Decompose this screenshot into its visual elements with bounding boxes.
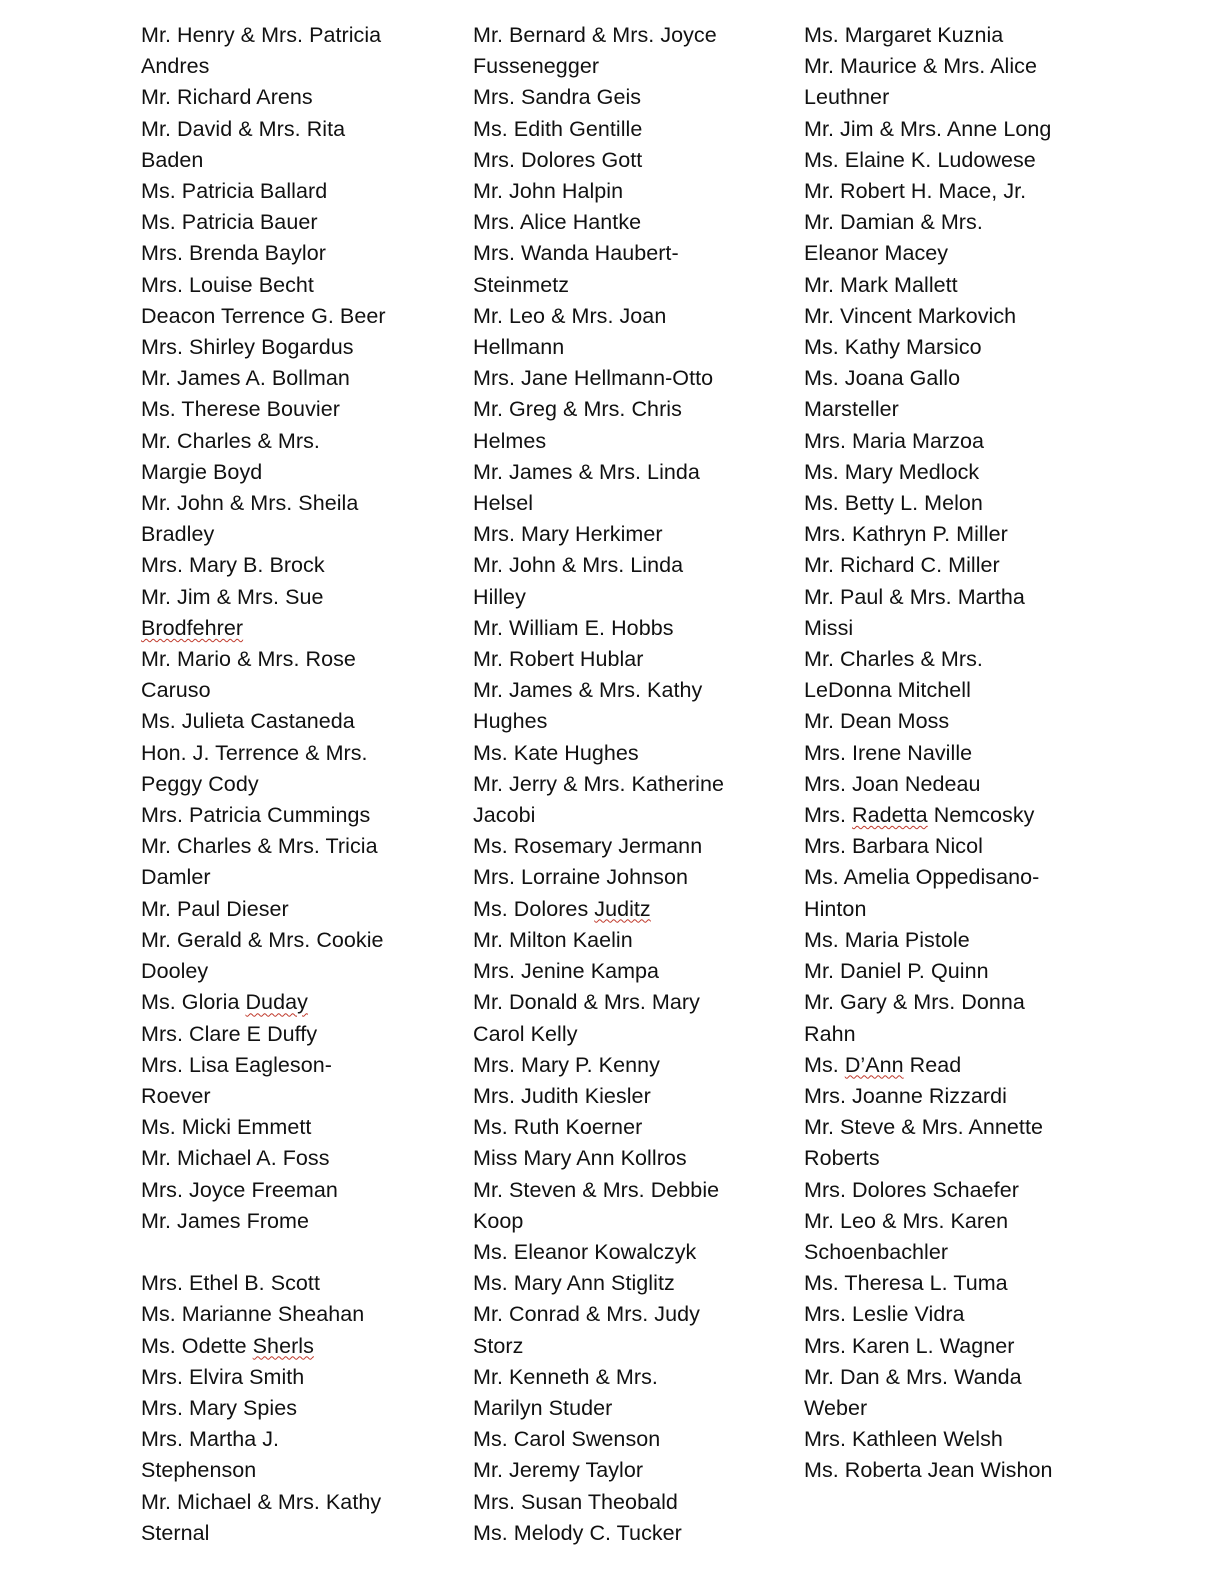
donor-name-line: Mr. Donald & Mrs. Mary xyxy=(473,990,700,1015)
donor-name-line: Steinmetz xyxy=(473,272,570,297)
donor-name-line: Ms. Amelia Oppedisano- xyxy=(804,865,1040,890)
donor-name-line: Mr. Dan & Mrs. Wanda xyxy=(804,1364,1022,1389)
donor-name-line: Mr. Gerald & Mrs. Cookie xyxy=(141,927,384,952)
donor-name-line: Missi xyxy=(804,615,854,640)
donor-name-line: Stephenson xyxy=(141,1458,257,1483)
donor-name-line: Fussenegger xyxy=(473,54,600,79)
donor-name-line: Roever xyxy=(141,1083,211,1108)
donor-name-line: Mrs. Wanda Haubert- xyxy=(473,241,679,266)
donor-name-line: Ms. Melody C. Tucker xyxy=(473,1520,682,1545)
donor-name-line: Ms. Odette Sherls xyxy=(141,1333,314,1358)
donor-name-line: Mrs. Dolores Schaefer xyxy=(804,1177,1019,1202)
donor-name-line: Mrs. Mary B. Brock xyxy=(141,553,325,578)
donor-name-line: Eleanor Macey xyxy=(804,241,949,266)
donor-name-line: Schoenbachler xyxy=(804,1239,949,1264)
donor-name-line: Mrs. Joan Nedeau xyxy=(804,771,981,796)
donor-name-line: Mr. Steven & Mrs. Debbie xyxy=(473,1177,720,1202)
donor-name-line: Storz xyxy=(473,1333,524,1358)
donor-name-line: Mrs. Radetta Nemcosky xyxy=(804,803,1035,828)
donor-name-line: Mrs. Leslie Vidra xyxy=(804,1302,965,1327)
name-column-3 xyxy=(804,20,1124,1487)
donor-name-line: Mr. Jeremy Taylor xyxy=(473,1458,644,1483)
donor-name-line: Mr. John Halpin xyxy=(473,179,624,204)
donor-name-line: Mrs. Judith Kiesler xyxy=(473,1083,651,1108)
donor-name-line: Mr. Mario & Mrs. Rose xyxy=(141,647,356,672)
donor-name-line: Mr. Henry & Mrs. Patricia xyxy=(141,23,382,47)
donor-name-line: Mr. Milton Kaelin xyxy=(473,927,633,952)
donor-name-line: Mrs. Mary P. Kenny xyxy=(473,1052,660,1077)
donor-name-line: Mr. Robert H. Mace, Jr. xyxy=(804,179,1027,204)
donor-name-line: Mrs. Martha J. xyxy=(141,1427,280,1452)
donor-name-line: Sternal xyxy=(141,1520,210,1545)
donor-name-line: Mr. James & Mrs. Linda xyxy=(473,459,700,484)
donor-name-line: Mrs. Irene Naville xyxy=(804,740,973,765)
donor-name-line: Mrs. Clare E Duffy xyxy=(141,1021,318,1046)
donor-name-line: Mr. Jim & Mrs. Anne Long xyxy=(804,116,1052,141)
donor-name-line: Mr. James & Mrs. Kathy xyxy=(473,678,703,703)
donor-name-line: Ms. Rosemary Jermann xyxy=(473,834,703,859)
donor-name-line: Mrs. Elvira Smith xyxy=(141,1364,305,1389)
donor-name-line: Mrs. Lisa Eagleson- xyxy=(141,1052,332,1077)
donor-name-line: Marsteller xyxy=(804,397,899,422)
donor-name-line: Mrs. Lorraine Johnson xyxy=(473,865,688,890)
spellcheck-flagged-word: Brodfehrer xyxy=(141,615,244,640)
donor-name-line: Mr. James Frome xyxy=(141,1208,309,1233)
donor-name-line: Jacobi xyxy=(473,803,536,828)
donor-name-line: Ms. Patricia Bauer xyxy=(141,210,318,235)
donor-name-line: Mrs. Mary Spies xyxy=(141,1395,298,1420)
donor-name-line: Ms. Therese Bouvier xyxy=(141,397,340,422)
donor-name-line: Helsel xyxy=(473,491,534,516)
donor-name-line: Mr. John & Mrs. Linda xyxy=(473,553,684,578)
donor-name-line: Deacon Terrence G. Beer xyxy=(141,303,386,328)
donor-name-line: Mrs. Joyce Freeman xyxy=(141,1177,338,1202)
donor-name-line: Ms. Eleanor Kowalczyk xyxy=(473,1239,697,1264)
donor-name-line: Mrs. Louise Becht xyxy=(141,272,314,297)
spellcheck-flagged-word: Juditz xyxy=(594,896,651,921)
donor-name-line: Mrs. Jenine Kampa xyxy=(473,959,660,984)
donor-name-line: Mr. David & Mrs. Rita xyxy=(141,116,346,141)
donor-name-line: Ms. Maria Pistole xyxy=(804,927,970,952)
donor-name-line: Hilley xyxy=(473,584,526,609)
spellcheck-flagged-word: Duday xyxy=(245,990,308,1015)
donor-name-line: Hinton xyxy=(804,896,867,921)
donor-name-line: Hughes xyxy=(473,709,548,734)
donor-name-line: Mrs. Mary Herkimer xyxy=(473,522,663,547)
donor-name-line: Mrs. Kathleen Welsh xyxy=(804,1427,1003,1452)
donor-name-line: Mrs. Karen L. Wagner xyxy=(804,1333,1015,1358)
donor-name-line: Peggy Cody xyxy=(141,771,259,796)
donor-name-line: Mrs. Joanne Rizzardi xyxy=(804,1083,1007,1108)
donor-name-line: Mr. Charles & Mrs. xyxy=(804,647,983,672)
donor-name-line: Bradley xyxy=(141,522,215,547)
donor-name-line: Ms. Edith Gentille xyxy=(473,116,643,141)
donor-name-line: Mrs. Jane Hellmann-Otto xyxy=(473,366,714,391)
donor-name-line: Ms. Patricia Ballard xyxy=(141,179,328,204)
donor-name-line: Mrs. Susan Theobald xyxy=(473,1489,678,1514)
donor-name-line xyxy=(141,613,461,644)
donor-name-line: Ms. Margaret Kuznia xyxy=(804,23,1004,47)
blank-line xyxy=(141,1237,461,1268)
donor-name-line: Hellmann xyxy=(473,335,565,360)
donor-name-line: Ms. Dolores Juditz xyxy=(473,896,651,921)
donor-name-line: Mr. Jerry & Mrs. Katherine xyxy=(473,771,724,796)
donor-name-line: Mr. Richard C. Miller xyxy=(804,553,1000,578)
donor-name-line: Mr. Gary & Mrs. Donna xyxy=(804,990,1025,1015)
donor-name-line: Ms. Ruth Koerner xyxy=(473,1115,643,1140)
donor-name-line: Ms. Joana Gallo xyxy=(804,366,961,391)
spellcheck-flagged-word: Radetta xyxy=(852,803,928,828)
donor-name-line: Mrs. Shirley Bogardus xyxy=(141,335,354,360)
donor-name-line: Baden xyxy=(141,147,204,172)
donor-name-line: Mr. Daniel P. Quinn xyxy=(804,959,989,984)
donor-name-line: Ms. Micki Emmett xyxy=(141,1115,312,1140)
donor-name-line: Roberts xyxy=(804,1146,880,1171)
donor-name-line: Mr. Damian & Mrs. xyxy=(804,210,983,235)
donor-name-line: Mr. Steve & Mrs. Annette xyxy=(804,1115,1043,1140)
donor-name-line: Mrs. Brenda Baylor xyxy=(141,241,326,266)
donor-name-line: Mr. Conrad & Mrs. Judy xyxy=(473,1302,700,1327)
donor-name-line: Hon. J. Terrence & Mrs. xyxy=(141,740,368,765)
spellcheck-flagged-word: D’Ann xyxy=(844,1052,904,1077)
donor-name-line: Damler xyxy=(141,865,211,890)
donor-name-line: Caruso xyxy=(141,678,211,703)
donor-name-line: Mr. Leo & Mrs. Karen xyxy=(804,1208,1009,1233)
donor-name-line: Ms. Mary Ann Stiglitz xyxy=(473,1271,675,1296)
donor-name-line: Mr. Maurice & Mrs. Alice xyxy=(804,54,1037,79)
donor-name-line: Ms. Marianne Sheahan xyxy=(141,1302,365,1327)
donor-name-line: Mr. Kenneth & Mrs. xyxy=(473,1364,658,1389)
donor-name-line: Mrs. Ethel B. Scott xyxy=(141,1271,320,1296)
donor-name-line: Marilyn Studer xyxy=(473,1395,613,1420)
donor-name-line: Dooley xyxy=(141,959,209,984)
donor-name-line: Mr. John & Mrs. Sheila xyxy=(141,491,359,516)
donor-name-line: Ms. D’Ann Read xyxy=(804,1052,962,1077)
donor-name-line: Mr. Charles & Mrs. Tricia xyxy=(141,834,378,859)
donor-name-line: Mr. Richard Arens xyxy=(141,85,313,110)
donor-name-line: Mrs. Kathryn P. Miller xyxy=(804,522,1008,547)
donor-name-line: Ms. Kathy Marsico xyxy=(804,335,982,360)
donor-name-line: Miss Mary Ann Kollros xyxy=(473,1146,687,1171)
donor-name-line: Mr. Charles & Mrs. xyxy=(141,428,320,453)
donor-name-line: Ms. Mary Medlock xyxy=(804,459,980,484)
donor-name-line: Mr. Vincent Markovich xyxy=(804,303,1017,328)
donor-name-line: Mrs. Patricia Cummings xyxy=(141,803,371,828)
donor-name-line: Ms. Kate Hughes xyxy=(473,740,639,765)
donor-name-line: Mr. Paul & Mrs. Martha xyxy=(804,584,1025,609)
donor-name-line: Weber xyxy=(804,1395,868,1420)
donor-name-line: Helmes xyxy=(473,428,547,453)
donor-name-line: Mr. James A. Bollman xyxy=(141,366,350,391)
donor-name-line: Ms. Julieta Castaneda xyxy=(141,709,355,734)
donor-name-line: Mrs. Dolores Gott xyxy=(473,147,643,172)
name-column-2 xyxy=(473,20,793,1549)
name-column-1 xyxy=(141,20,461,1549)
donor-name-line: Mrs. Barbara Nicol xyxy=(804,834,983,859)
donor-name-line: Mr. Leo & Mrs. Joan xyxy=(473,303,667,328)
donor-name-line: Ms. Elaine K. Ludowese xyxy=(804,147,1036,172)
donor-name-line: Mr. Paul Dieser xyxy=(141,896,289,921)
donor-name-line: Mrs. Alice Hantke xyxy=(473,210,642,235)
donor-name-line: Ms. Gloria Duday xyxy=(141,990,308,1015)
donor-name-line: Carol Kelly xyxy=(473,1021,578,1046)
donor-name-line: Margie Boyd xyxy=(141,459,263,484)
spellcheck-flagged-word: Sherls xyxy=(252,1333,314,1358)
donor-name-line: Mr. Jim & Mrs. Sue xyxy=(141,584,324,609)
donor-name-line: Mrs. Maria Marzoa xyxy=(804,428,985,453)
donor-name-line: Ms. Theresa L. Tuma xyxy=(804,1271,1008,1296)
donor-name-line: Rahn xyxy=(804,1021,856,1046)
donor-name-line: Ms. Carol Swenson xyxy=(473,1427,661,1452)
donor-name-line: Mr. Bernard & Mrs. Joyce xyxy=(473,23,717,47)
donor-name-line: Leuthner xyxy=(804,85,890,110)
donor-name-line: Mr. Michael & Mrs. Kathy xyxy=(141,1489,382,1514)
donor-name-line: Mrs. Sandra Geis xyxy=(473,85,642,110)
donor-name-line: Mr. Robert Hublar xyxy=(473,647,644,672)
donor-name-line: Mr. William E. Hobbs xyxy=(473,615,674,640)
donor-name-line: Mr. Dean Moss xyxy=(804,709,950,734)
donor-name-line: Mr. Greg & Mrs. Chris xyxy=(473,397,682,422)
donor-name-line: Andres xyxy=(141,54,210,79)
donor-name-line: Mr. Mark Mallett xyxy=(804,272,958,297)
donor-name-line: LeDonna Mitchell xyxy=(804,678,971,703)
donor-name-line: Ms. Betty L. Melon xyxy=(804,491,983,516)
donor-name-line: Mr. Michael A. Foss xyxy=(141,1146,330,1171)
donor-name-line: Ms. Roberta Jean Wishon xyxy=(804,1458,1053,1483)
donor-name-line: Koop xyxy=(473,1208,524,1233)
